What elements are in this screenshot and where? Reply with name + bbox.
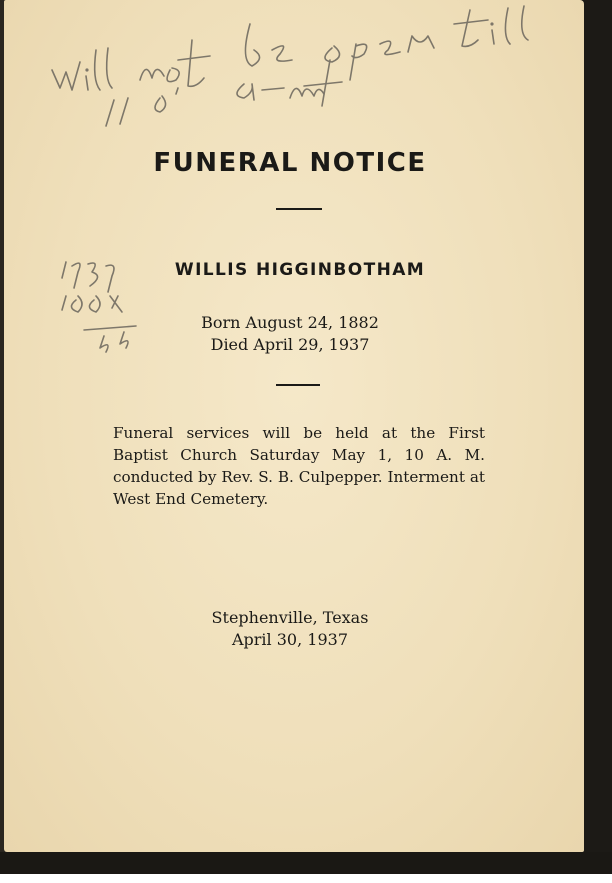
born-date: Born August 24, 1882	[201, 313, 379, 332]
notice-date: April 30, 1937	[231, 630, 348, 649]
place-and-date	[0, 607, 580, 651]
services-paragraph: Funeral services will be held at the First Baptist Church Saturday May 1, 10 A. M. conducted by Rev. S. B. Culpepper. Interment at West End Cemetery.	[113, 424, 485, 508]
deceased-name: WILLIS HIGGINBOTHAM	[174, 260, 426, 280]
life-dates	[0, 312, 580, 356]
dates-divider	[276, 384, 320, 386]
died-date: Died April 29, 1937	[210, 335, 370, 354]
place: Stephenville, Texas	[211, 608, 369, 627]
notice-title: FUNERAL NOTICE	[153, 148, 427, 178]
title-divider	[276, 208, 322, 210]
